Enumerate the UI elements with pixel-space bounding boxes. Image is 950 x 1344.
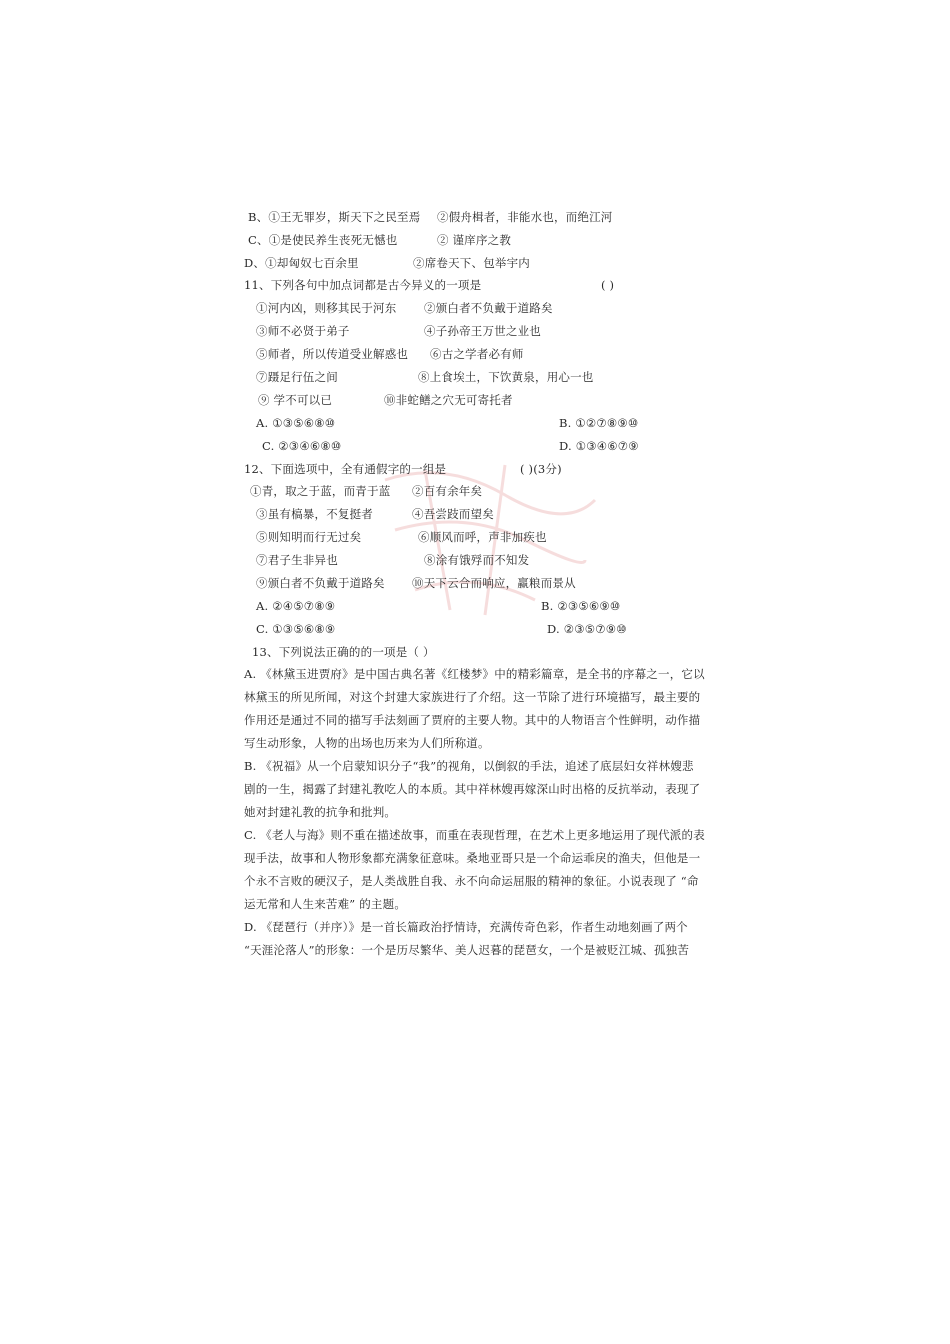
q12-option-d: D. ②③⑤⑦⑨⑩ <box>547 622 627 636</box>
q13-a-line-3: 作用还是通过不同的描写手法刻画了贾府的主要人物。其中的人物语言个性鲜明，动作描 <box>244 713 701 727</box>
q13-a-line-2: 林黛玉的所见所闻，对这个封建大家族进行了介绍。这一节除了进行环境描写，最主要的 <box>244 690 701 704</box>
q12-item-6: ⑥顺风而呼，声非加疾也 <box>418 530 547 544</box>
q12-option-c: C. ①③⑤⑥⑧⑨ <box>256 622 336 636</box>
q11-option-d: D. ①③④⑥⑦⑨ <box>559 439 639 453</box>
q12-item-9: ⑨颁白者不负戴于道路矣 <box>256 576 385 590</box>
q11-item-6: ⑥古之学者必有师 <box>430 347 524 361</box>
q10-option-c-right: ② 谨庠序之教 <box>437 233 512 247</box>
q12-item-2: ②百有余年矣 <box>412 484 483 498</box>
q11-item-9: ⑨ 学不可以已 <box>258 393 333 407</box>
q12-option-a: A. ②④⑤⑦⑧⑨ <box>256 599 336 613</box>
q10-option-c-left: C、①是使民养生丧死无憾也 <box>248 233 398 247</box>
q11-item-3: ③师不必贤于弟子 <box>256 324 350 338</box>
q13-c-line-1: C. 《老人与海》则不重在描述故事，而重在表现哲理，在艺术上更多地运用了现代派的表 <box>244 828 705 842</box>
q11-item-2: ②颁白者不负戴于道路矣 <box>424 301 553 315</box>
q10-option-b-right: ②假舟楫者，非能水也，而绝江河 <box>437 210 613 224</box>
q12-option-b: B. ②③⑤⑥⑨⑩ <box>541 599 621 613</box>
q11-item-8: ⑧上食埃土，下饮黄泉，用心一也 <box>418 370 594 384</box>
q13-a-line-1: A. 《林黛玉进贾府》是中国古典名著《红楼梦》中的精彩篇章，是全书的序幕之一，它以 <box>244 667 705 681</box>
q11-item-7: ⑦蹑足行伍之间 <box>256 370 338 384</box>
q12-item-3: ③虽有槁暴，不复挺者 <box>256 507 373 521</box>
q11-item-5: ⑤师者，所以传道受业解惑也 <box>256 347 409 361</box>
q13-c-line-2: 现手法，故事和人物形象都充满象征意味。桑地亚哥只是一个命运乖戾的渔夫，但他是一 <box>244 851 701 865</box>
q11-option-c: C. ②③④⑥⑧⑩ <box>262 439 342 453</box>
q10-option-d-left: D、①却匈奴七百余里 <box>244 256 359 270</box>
q13-stem: 13、下列说法正确的的一项是（ ） <box>252 645 435 659</box>
q12-item-5: ⑤则知明而行无过矣 <box>256 530 362 544</box>
q13-b-line-2: 剧的一生，揭露了封建礼教吃人的本质。其中祥林嫂再嫁深山时出格的反抗举动，表现了 <box>244 782 701 796</box>
q12-item-7: ⑦君子生非异也 <box>256 553 338 567</box>
q11-item-4: ④子孙帝王万世之业也 <box>424 324 541 338</box>
q13-b-line-1: B. 《祝福》从一个启蒙知识分子“我”的视角，以倒叙的手法，追述了底层妇女祥林嫂悲 <box>244 759 694 773</box>
q13-c-line-3: 个永不言败的硬汉子，是人类战胜自我、永不向命运屈服的精神的象征。小说表现了 “命 <box>244 874 699 888</box>
q12-stem: 12、下面选项中，全有通假字的一组是 <box>244 462 447 476</box>
q11-stem: 11、下列各句中加点词都是古今异义的一项是 <box>244 278 482 292</box>
q12-answer-paren: ( )(3分) <box>520 462 562 476</box>
q13-d-line-2: “天涯沦落人”的形象：一个是历尽繁华、美人迟暮的琵琶女，一个是被贬江城、孤独苦 <box>244 943 690 957</box>
q13-b-line-3: 她对封建礼教的抗争和批判。 <box>244 805 397 819</box>
q11-item-10: ⑩非蛇鳝之穴无可寄托者 <box>384 393 513 407</box>
q12-item-10: ⑩天下云合而响应，赢粮而景从 <box>412 576 576 590</box>
q13-d-line-1: D. 《琵琶行（并序）》是一首长篇政治抒情诗，充满传奇色彩，作者生动地刻画了两个 <box>244 920 688 934</box>
q11-option-a: A. ①③⑤⑥⑧⑩ <box>256 416 336 430</box>
q12-item-1: ①青，取之于蓝，而青于蓝 <box>250 484 391 498</box>
q13-a-line-4: 写生动形象，人物的出场也历来为人们所称道。 <box>244 736 490 750</box>
q11-item-1: ①河内凶，则移其民于河东 <box>256 301 397 315</box>
q10-option-d-right: ②席卷天下、包举宇内 <box>413 256 530 270</box>
q11-option-b: B. ①②⑦⑧⑨⑩ <box>559 416 639 430</box>
q12-item-4: ④吾尝跂而望矣 <box>412 507 494 521</box>
q11-answer-paren: ( ) <box>601 278 615 292</box>
q10-option-b-left: B、①王无罪岁，斯天下之民至焉 <box>248 210 421 224</box>
q13-c-line-4: 运无常和人生来苦难” 的主题。 <box>244 897 407 911</box>
q12-item-8: ⑧涂有饿殍而不知发 <box>424 553 530 567</box>
